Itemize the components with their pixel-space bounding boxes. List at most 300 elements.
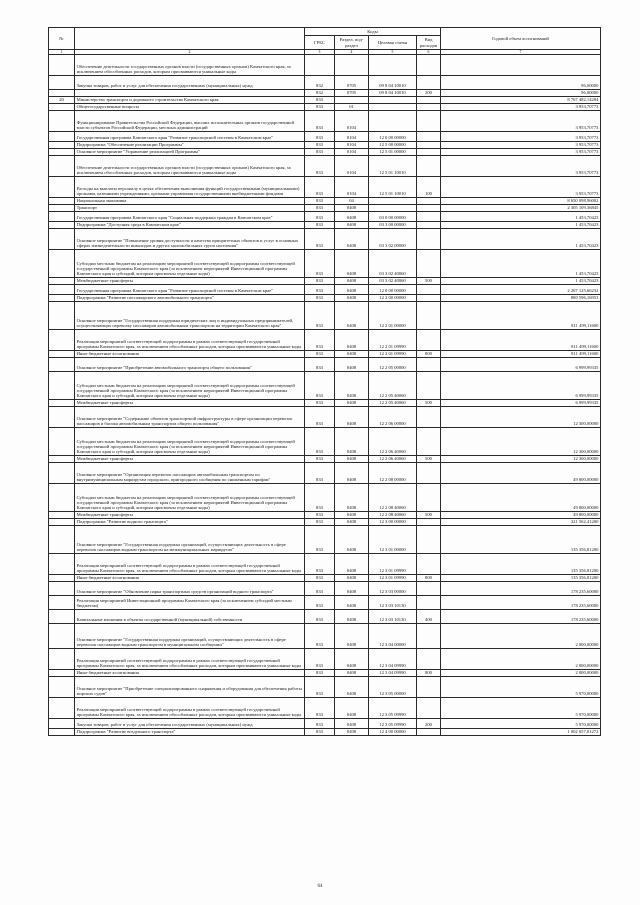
row-vid-cell [417, 55, 441, 76]
table-row [49, 427, 601, 455]
row-razdel-cell: 0408 [335, 648, 369, 669]
row-total-cell: 880 596,16953 [441, 294, 601, 301]
row-number-cell [49, 76, 75, 90]
row-grbs-cell: 833 [305, 676, 335, 697]
row-vid-cell [417, 357, 441, 371]
row-razdel-cell: 0408 [335, 595, 369, 609]
col-number-header: № [49, 28, 75, 50]
row-vid-cell [417, 301, 441, 329]
row-razdel-cell: 0408 [335, 357, 369, 371]
row-total-cell: 1 453,70423 [441, 277, 601, 284]
row-vid-cell [417, 221, 441, 228]
row-razdel-cell: 0408 [335, 249, 369, 277]
row-grbs-cell: 833 [305, 648, 335, 669]
row-tsel-cell: 12 3 01 09990 [369, 574, 417, 581]
row-tsel-cell: 12 5 01 10010 [369, 176, 417, 197]
row-grbs-cell: 833 [305, 427, 335, 455]
table-row [49, 103, 601, 110]
row-number-cell [49, 155, 75, 176]
row-tsel-cell: 12 2 05 40060 [369, 371, 417, 399]
row-total-cell: 49 800,00000 [441, 511, 601, 518]
row-tsel-cell: 12 3 00 00000 [369, 518, 417, 525]
row-total-cell: 5 970,00000 [441, 697, 601, 718]
row-number-cell [49, 90, 75, 97]
row-tsel-cell: 12 2 06 40060 [369, 455, 417, 462]
row-grbs-cell: 833 [305, 623, 335, 648]
row-name-cell: Основное мероприятие "Содержание объектов транспортной инфраструктуры в сфере организации перевозок пассажиров и багажа автомобильным транспортом общего пользования" [75, 406, 305, 427]
row-vid-cell [417, 728, 441, 735]
row-name-cell: Иные бюджетные ассигнования [75, 350, 305, 357]
row-name-cell [75, 90, 305, 97]
row-vid-cell [417, 329, 441, 350]
table-body [49, 55, 601, 736]
table-row [49, 249, 601, 277]
row-total-cell: 3 953,70773 [441, 176, 601, 197]
row-name-cell: Основное мероприятие "Приобретение специализированного снаряжения и оборудования для обеспечения работы морских судов" [75, 676, 305, 697]
row-total-cell: 12 300,00000 [441, 427, 601, 455]
row-name-cell: Закупка товаров, работ и услуг для обеспечения государственных (муниципальных) нужд [75, 718, 305, 728]
row-grbs-cell [305, 55, 335, 76]
col-index: 5 [369, 50, 417, 55]
row-tsel-cell: 12 2 01 00000 [369, 301, 417, 329]
row-name-cell: Функционирование Правительства Российской Федерации, высших исполнительных органов государственной власти субъектов Российской Федерации, местных администраций [75, 110, 305, 131]
row-number-cell [49, 284, 75, 294]
row-razdel-cell: 0408 [335, 406, 369, 427]
row-name-cell: Иные бюджетные ассигнования [75, 669, 305, 676]
row-razdel-cell: 0104 [335, 176, 369, 197]
row-razdel-cell [335, 55, 369, 76]
row-grbs-cell: 833 [305, 574, 335, 581]
row-total-cell: 6 999,99335 [441, 399, 601, 406]
row-razdel-cell: 0408 [335, 301, 369, 329]
table-row [49, 301, 601, 329]
row-grbs-cell: 833 [305, 455, 335, 462]
row-number-cell [49, 228, 75, 249]
row-number-cell [49, 595, 75, 609]
row-grbs-cell: 833 [305, 211, 335, 221]
row-number-cell [49, 148, 75, 155]
table-row [49, 648, 601, 669]
row-grbs-cell: 833 [305, 581, 335, 595]
row-name-cell: Основное мероприятие "Обновление парка транспортных средств организаций водного транспорта" [75, 581, 305, 595]
row-grbs-cell: 833 [305, 204, 335, 211]
table-row [49, 90, 601, 97]
row-vid-cell: 500 [417, 455, 441, 462]
row-grbs-cell: 833 [305, 553, 335, 574]
row-name-cell: Государственная программа Камчатского края "Развитие транспортной системы в Камчатском крае" [75, 284, 305, 294]
row-razdel-cell: 0408 [335, 483, 369, 511]
table-row [49, 357, 601, 371]
row-name-cell: Закупка товаров, работ и услуг для обеспечения государственных (муниципальных) нужд [75, 76, 305, 90]
row-name-cell: Обеспечение деятельности государственных органов власти (государственных органов) Камчатского края, за исключением обособленных расходов, которым присваиваются уникальные коды [75, 155, 305, 176]
row-number-cell [49, 697, 75, 718]
row-total-cell: 96,00000 [441, 90, 601, 97]
table-row [49, 483, 601, 511]
row-total-cell: 135 356,81200 [441, 525, 601, 553]
row-number-cell [49, 525, 75, 553]
row-number-cell [49, 371, 75, 399]
row-vid-cell [417, 103, 441, 110]
row-name-cell: Национальная экономика [75, 197, 305, 204]
row-vid-cell [417, 676, 441, 697]
row-grbs-cell: 833 [305, 406, 335, 427]
row-number-cell [49, 131, 75, 141]
row-number-cell: 20 [49, 96, 75, 103]
row-grbs-cell: 833 [305, 155, 335, 176]
row-tsel-cell: 09 8 04 10010 [369, 90, 417, 97]
row-number-cell [49, 581, 75, 595]
row-name-cell: Подпрограмма "Развитие пассажирского автомобильного транспорта" [75, 294, 305, 301]
row-number-cell [49, 249, 75, 277]
row-vid-cell: 200 [417, 90, 441, 97]
row-razdel-cell: 0408 [335, 455, 369, 462]
row-total-cell: 178 235,60000 [441, 595, 601, 609]
row-tsel-cell: 12 3 03 10130 [369, 609, 417, 623]
row-total-cell: 2 000,00000 [441, 623, 601, 648]
table-row [49, 329, 601, 350]
row-tsel-cell: 12 3 04 09990 [369, 648, 417, 669]
row-grbs-cell: 833 [305, 728, 335, 735]
row-number-cell [49, 277, 75, 284]
row-total-cell: 12 300,00000 [441, 455, 601, 462]
codes-group-header: Коды [305, 28, 441, 36]
row-total-cell: 811 499,11600 [441, 350, 601, 357]
row-tsel-cell: 12 3 04 00000 [369, 623, 417, 648]
row-grbs-cell: 833 [305, 718, 335, 728]
row-tsel-cell: 12 5 01 10010 [369, 155, 417, 176]
row-name-cell: Иные бюджетные ассигнования [75, 574, 305, 581]
table-row [49, 148, 601, 155]
row-number-cell [49, 350, 75, 357]
row-total-cell: 811 499,11600 [441, 301, 601, 329]
row-tsel-cell: 12 2 05 40060 [369, 399, 417, 406]
row-tsel-cell: 12 5 00 00000 [369, 141, 417, 148]
col-index: 7 [441, 50, 601, 55]
row-name-cell: Межбюджетные трансферты [75, 399, 305, 406]
row-total-cell: 5 970,00000 [441, 676, 601, 697]
row-grbs-cell: 833 [305, 525, 335, 553]
row-vid-cell [417, 228, 441, 249]
row-total-cell: 3 953,70773 [441, 155, 601, 176]
row-razdel-cell: 0408 [335, 399, 369, 406]
row-vid-cell [417, 110, 441, 131]
row-razdel-cell: 0104 [335, 148, 369, 155]
row-total-cell: 6 999,99335 [441, 371, 601, 399]
row-tsel-cell: 12 3 05 09990 [369, 718, 417, 728]
row-name-cell: Основное мероприятие "Государственная поддержка юридических лиц и индивидуальных предпринимателей, осуществляющих перевозку пассажиров автомобильным транспортом на территории Камчатского края" [75, 301, 305, 329]
row-number-cell [49, 406, 75, 427]
row-grbs-cell: 833 [305, 511, 335, 518]
table-row [49, 76, 601, 90]
row-vid-cell: 500 [417, 511, 441, 518]
row-tsel-cell: 12 2 01 09990 [369, 329, 417, 350]
row-number-cell [49, 511, 75, 518]
row-total-cell: 8 650 098,96002 [441, 197, 601, 204]
row-tsel-cell: 12 3 04 09990 [369, 669, 417, 676]
row-number-cell [49, 197, 75, 204]
row-name-cell: Подпрограмма "Обеспечение реализации Программы" [75, 141, 305, 148]
row-number-cell [49, 676, 75, 697]
col-index: 4 [335, 50, 369, 55]
row-vid-cell [417, 371, 441, 399]
row-name-cell: Общегосударственные вопросы [75, 103, 305, 110]
row-razdel-cell: 0408 [335, 697, 369, 718]
row-tsel-cell: 12 2 06 40060 [369, 427, 417, 455]
row-grbs-cell: 833 [305, 462, 335, 483]
table-row [49, 284, 601, 294]
row-tsel-cell: 09 8 04 10010 [369, 76, 417, 90]
row-total-cell: 811 499,11600 [441, 329, 601, 350]
row-vid-cell [417, 284, 441, 294]
col-index: 6 [417, 50, 441, 55]
row-grbs-cell: 833 [305, 294, 335, 301]
row-tsel-cell: 12 3 01 00000 [369, 525, 417, 553]
row-number-cell [49, 483, 75, 511]
row-grbs-cell: 833 [305, 96, 335, 103]
row-tsel-cell: 12 2 01 09990 [369, 350, 417, 357]
row-vid-cell [417, 148, 441, 155]
row-number-cell [49, 141, 75, 148]
row-vid-cell [417, 697, 441, 718]
row-name-cell: Расходы на выплаты персоналу в целях обеспечения выполнения функций государственными (муниципальными) органами, казенными учреждениями, органами управления государственными внебюджетными фондами [75, 176, 305, 197]
row-name-cell: Государственная программа Камчатского края "Социальная поддержка граждан в Камчатском крае" [75, 211, 305, 221]
table-header [49, 28, 601, 55]
table-row [49, 406, 601, 427]
row-grbs-cell: 833 [305, 277, 335, 284]
row-razdel-cell: 0705 [335, 90, 369, 97]
row-vid-cell [417, 623, 441, 648]
table-row [49, 623, 601, 648]
row-name-cell: Основное мероприятие "Государственная поддержка организаций, осуществляющих деятельность в сфере перевозок пассажиров водным транспортом на межмуниципальных маршрутах" [75, 525, 305, 553]
row-tsel-cell [369, 204, 417, 211]
row-vid-cell: 400 [417, 609, 441, 623]
row-number-cell [49, 462, 75, 483]
row-grbs-cell: 833 [305, 141, 335, 148]
row-name-cell: Основное мероприятие "Приобретение автомобильного транспорта общего пользования" [75, 357, 305, 371]
row-tsel-cell: 03 3 02 40060 [369, 249, 417, 277]
row-tsel-cell: 03 3 00 00000 [369, 221, 417, 228]
table-row [49, 609, 601, 623]
row-number-cell [49, 55, 75, 76]
row-vid-cell [417, 427, 441, 455]
row-vid-cell [417, 294, 441, 301]
row-razdel-cell: 0408 [335, 221, 369, 228]
row-name-cell: Основное мероприятие "Управление реализацией Программы" [75, 148, 305, 155]
row-tsel-cell: 12 0 00 00000 [369, 284, 417, 294]
row-number-cell [49, 399, 75, 406]
row-grbs-cell: 833 [305, 357, 335, 371]
row-number-cell [49, 427, 75, 455]
row-vid-cell [417, 648, 441, 669]
row-total-cell: 178 235,60000 [441, 581, 601, 595]
row-grbs-cell: 833 [305, 595, 335, 609]
row-number-cell [49, 718, 75, 728]
row-tsel-cell: 12 3 05 00000 [369, 676, 417, 697]
col-grbs-header: ГРБС [305, 36, 335, 50]
row-razdel-cell: 0104 [335, 131, 369, 141]
row-vid-cell [417, 211, 441, 221]
row-razdel-cell: 0104 [335, 141, 369, 148]
row-number-cell [49, 648, 75, 669]
row-tsel-cell: 12 2 05 00000 [369, 357, 417, 371]
row-vid-cell [417, 462, 441, 483]
row-name-cell: Обеспечение деятельности государственных органов власти (государственных органов) Камчатского края, за исключением обособленных расходов, которым присваиваются уникальные коды [75, 55, 305, 76]
row-vid-cell [417, 406, 441, 427]
row-number-cell [49, 110, 75, 131]
row-tsel-cell: 12 2 00 00000 [369, 294, 417, 301]
table-row [49, 399, 601, 406]
row-number-cell [49, 301, 75, 329]
row-name-cell: Субсидии местным бюджетам на реализацию мероприятий соответствующей подпрограммы соответствующей государственной программы Камчатского края (за исключением мероприятий Инвестиционной программы Камчатского края и субсидий, которым присвоены отдельные коды) [75, 249, 305, 277]
row-grbs-cell: 833 [305, 284, 335, 294]
table-row [49, 197, 601, 204]
row-grbs-cell: 833 [305, 221, 335, 228]
row-vid-cell: 200 [417, 718, 441, 728]
row-vid-cell [417, 96, 441, 103]
row-razdel-cell: 0408 [335, 427, 369, 455]
row-tsel-cell: 12 2 08 00000 [369, 462, 417, 483]
row-tsel-cell: 12 3 05 09990 [369, 697, 417, 718]
row-razdel-cell: 0408 [335, 294, 369, 301]
page-number: 64 [317, 884, 323, 889]
row-number-cell [49, 553, 75, 574]
row-vid-cell: 500 [417, 277, 441, 284]
row-razdel-cell: 0408 [335, 676, 369, 697]
row-name-cell: Субсидии местным бюджетам на реализацию мероприятий соответствующей подпрограммы соответствующей государственной программы Камчатского края (за исключением мероприятий Инвестиционной программы Камчатского края и субсидий, которым присвоены отдельные коды) [75, 483, 305, 511]
row-vid-cell: 800 [417, 350, 441, 357]
row-razdel-cell: 0104 [335, 110, 369, 131]
row-tsel-cell: 12 3 03 10130 [369, 595, 417, 609]
row-grbs-cell: 833 [305, 110, 335, 131]
row-name-cell: Подпрограмма "Развитие водного транспорта" [75, 518, 305, 525]
row-grbs-cell: 833 [305, 350, 335, 357]
row-tsel-cell [369, 55, 417, 76]
row-total-cell: 6 999,99335 [441, 357, 601, 371]
row-razdel-cell: 0408 [335, 553, 369, 574]
row-number-cell [49, 211, 75, 221]
table-row [49, 350, 601, 357]
row-razdel-cell: 0408 [335, 609, 369, 623]
row-number-cell [49, 623, 75, 648]
table-row [49, 155, 601, 176]
row-name-cell: Министерство транспорта и дорожного строительства Камчатского края [75, 96, 305, 103]
row-razdel-cell [335, 96, 369, 103]
row-grbs-cell: 833 [305, 399, 335, 406]
row-number-cell [49, 221, 75, 228]
row-grbs-cell: 833 [305, 228, 335, 249]
table-row [49, 211, 601, 221]
col-razdel-header: Раздел, под-раздел [335, 36, 369, 50]
table-row [49, 141, 601, 148]
row-tsel-cell: 12 0 00 00000 [369, 131, 417, 141]
row-razdel-cell: 0408 [335, 574, 369, 581]
row-grbs-cell: 833 [305, 329, 335, 350]
row-vid-cell [417, 525, 441, 553]
row-total-cell: 49 800,00000 [441, 483, 601, 511]
table-row [49, 277, 601, 284]
row-razdel-cell: 0408 [335, 211, 369, 221]
row-vid-cell [417, 131, 441, 141]
row-total-cell: 8 767 482,14284 [441, 96, 601, 103]
row-razdel-cell: 0104 [335, 155, 369, 176]
row-vid-cell [417, 249, 441, 277]
row-grbs-cell: 833 [305, 518, 335, 525]
table-row [49, 595, 601, 609]
table-row [49, 511, 601, 518]
row-total-cell: 1 453,70423 [441, 221, 601, 228]
row-name-cell: Капитальные вложения в объекты государственной (муниципальной) собственности [75, 609, 305, 623]
row-name-cell: Реализация мероприятий соответствующей подпрограммы в рамках соответствующей государственной программы Камчатского края, за исключением обособленных расходов, которым присваиваются уникальные коды [75, 553, 305, 574]
row-total-cell: 12 300,00000 [441, 406, 601, 427]
row-total-cell: 2 000,00000 [441, 669, 601, 676]
row-razdel-cell: 0408 [335, 718, 369, 728]
table-row [49, 697, 601, 718]
table-row [49, 221, 601, 228]
table-row [49, 228, 601, 249]
row-number-cell [49, 518, 75, 525]
row-name-cell: Межбюджетные трансферты [75, 511, 305, 518]
row-vid-cell [417, 553, 441, 574]
row-name-cell: Субсидии местным бюджетам на реализацию мероприятий соответствующей подпрограммы соответствующей государственной программы Камчатского края (за исключением мероприятий Инвестиционной программы Камчатского края и субсидий, которым присвоены отдельные коды) [75, 427, 305, 455]
row-tsel-cell: 03 0 00 00000 [369, 211, 417, 221]
table-row [49, 574, 601, 581]
row-grbs-cell: 832 [305, 76, 335, 90]
row-total-cell: 1 453,70423 [441, 249, 601, 277]
row-razdel-cell: 0408 [335, 669, 369, 676]
row-grbs-cell: 833 [305, 176, 335, 197]
row-total-cell: 5 970,00000 [441, 718, 601, 728]
row-tsel-cell: 12 3 03 00000 [369, 581, 417, 595]
row-tsel-cell [369, 110, 417, 131]
row-number-cell [49, 669, 75, 676]
row-name-cell: Основное мероприятие "Государственная поддержка организаций, осуществляющих деятельность в сфере перевозок пассажиров водным транспортом в муниципальном сообщении" [75, 623, 305, 648]
row-grbs-cell: 833 [305, 669, 335, 676]
row-vid-cell: 500 [417, 399, 441, 406]
table-row [49, 204, 601, 211]
row-vid-cell [417, 197, 441, 204]
row-number-cell [49, 728, 75, 735]
row-name-cell: Реализация мероприятий соответствующей подпрограммы в рамках соответствующей государственной программы Камчатского края, за исключением обособленных расходов, которым присваиваются уникальные коды [75, 697, 305, 718]
table-row [49, 525, 601, 553]
row-total-cell: 2 305 109,36845 [441, 204, 601, 211]
row-vid-cell [417, 204, 441, 211]
row-tsel-cell: 12 5 01 00000 [369, 148, 417, 155]
row-vid-cell [417, 581, 441, 595]
col-index: 2 [75, 50, 305, 55]
row-razdel-cell: 0408 [335, 371, 369, 399]
row-total-cell: 1 453,70423 [441, 211, 601, 221]
row-name-cell: Подпрограмма "Развитие воздушного транспорта" [75, 728, 305, 735]
row-total-cell: 178 235,60000 [441, 609, 601, 623]
row-number-cell [49, 176, 75, 197]
table-row [49, 176, 601, 197]
row-name-cell: Основное мероприятие "Организация перевозок пассажиров автомобильным транспортом по внутримуниципальным маршрутам городского, пригородного сообщения по сниженным тарифам" [75, 462, 305, 483]
row-tsel-cell: 12 2 06 00000 [369, 406, 417, 427]
table-row [49, 462, 601, 483]
row-tsel-cell: 12 4 00 00000 [369, 728, 417, 735]
row-grbs-cell: 833 [305, 197, 335, 204]
row-grbs-cell: 833 [305, 301, 335, 329]
table-row [49, 728, 601, 735]
row-vid-cell [417, 155, 441, 176]
row-grbs-cell: 833 [305, 609, 335, 623]
row-grbs-cell: 833 [305, 103, 335, 110]
row-total-cell: 2 000,00000 [441, 648, 601, 669]
table-row [49, 110, 601, 131]
row-razdel-cell: 0408 [335, 350, 369, 357]
row-total-cell: 3 953,70773 [441, 141, 601, 148]
row-total-cell: 2 267 125,66232 [441, 284, 601, 294]
